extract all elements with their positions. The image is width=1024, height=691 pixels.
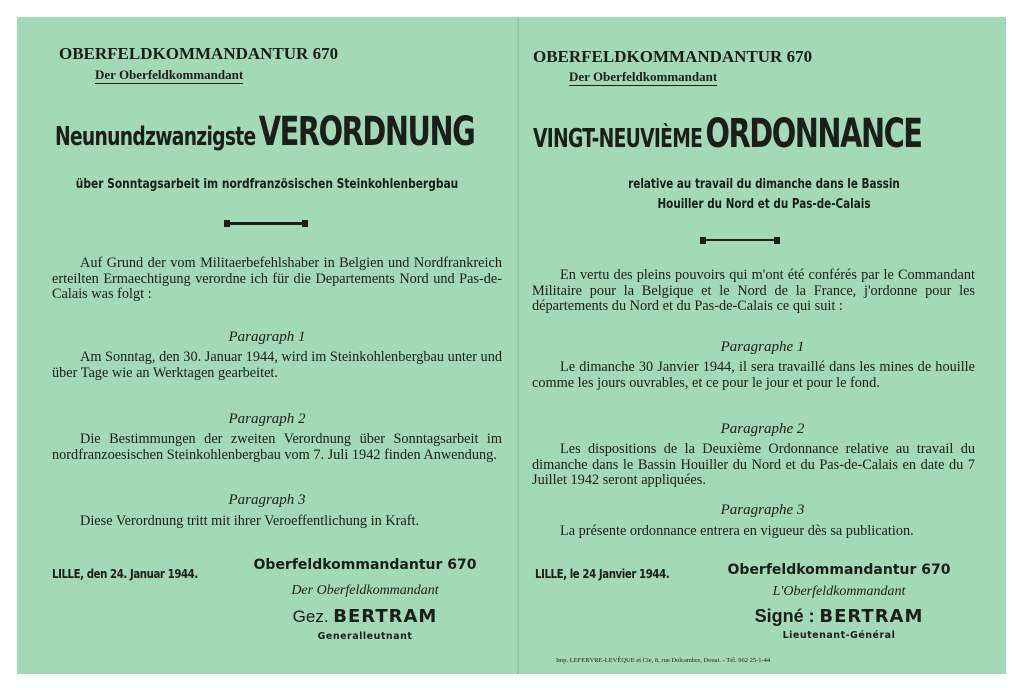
title-prefix: VINGT-NEUVIÈME — [533, 124, 703, 154]
paragraph-3-heading: Paragraph 3 — [228, 492, 306, 508]
signature-name — [719, 606, 959, 627]
header-org: OBERFELDKOMMANDANTUR 670 — [533, 47, 813, 66]
paragraph-3-text: La présente ordonnance entrera en vigueur dès sa publication. — [560, 523, 914, 539]
divider — [700, 239, 780, 241]
paragraph-1-heading: Paragraph 1 — [228, 329, 306, 345]
signature-org: Oberfeldkommandantur 670 — [253, 557, 477, 573]
paragraph-2-heading: Paragraph 2 — [228, 411, 306, 427]
french-column — [519, 17, 1006, 674]
title-main: VERORDNUNG — [258, 109, 475, 155]
subtitle: über Sonntagsarbeit im nordfranzösischen Steinkohlenbergbau — [75, 177, 459, 192]
signature-rank: Lieutenant-Général — [782, 630, 896, 641]
title-prefix: Neunundzwanzigste — [55, 122, 256, 152]
paragraph-2-text: Les dispositions de la Deuxième Ordonnance relative au travail du dimanche dans le Bassin Houiller du Nord et du Pas-de-Calais en date du 7 Juillet 1942 seront appliquées. — [532, 441, 975, 488]
signature-surname: BERTRAM — [333, 606, 438, 627]
signature-surname: BERTRAM — [819, 606, 924, 627]
title-main: ORDONNANCE — [705, 111, 922, 157]
paragraph-2-heading: Paragraphe 2 — [720, 421, 805, 437]
subtitle: relative au travail du dimanche dans le Bassin Houiller du Nord et du Pas-de-Calais — [628, 177, 900, 212]
paragraph-2-text: Die Bestimmungen der zweiten Verordnung über Sonntagsarbeit im nordfranzoesischen Steinkohlenbergbau vom 7. Juli 1942 finden Anwendung. — [52, 431, 502, 463]
paragraph-1-text: Le dimanche 30 Janvier 1944, il sera travaillé dans les mines de houille comme les jours ouvrables, et ce pour le jour et pour le fond. — [532, 359, 975, 391]
date-line: LILLE, den 24. Januar 1944. — [52, 567, 198, 581]
signature-role: Der Oberfeldkommandant — [291, 583, 439, 598]
date-line: LILLE, le 24 Janvier 1944. — [535, 567, 670, 581]
paragraph-1-text: Am Sonntag, den 30. Januar 1944, wird im Steinkohlenbergbau unter und über Tage wie an Werktagen gearbeitet. — [52, 349, 502, 381]
intro-text: Auf Grund der vom Militaerbefehlshaber in Belgien und Nordfrankreich erteilten Ermaechtigung verordne ich für die Departements Nord und Pas-de-Calais was folgt : — [52, 255, 502, 302]
header-org: OBERFELDKOMMANDANTUR 670 — [59, 44, 339, 63]
paragraph-1-heading: Paragraphe 1 — [720, 339, 805, 355]
header-role: Der Oberfeldkommandant — [569, 69, 718, 84]
signature-rank: Generalleutnant — [317, 631, 413, 642]
signature-role: L'Oberfeldkommandant — [772, 584, 906, 599]
signature-org: Oberfeldkommandantur 670 — [727, 562, 951, 578]
paragraph-3-text: Diese Verordnung tritt mit ihrer Veroeffentlichung in Kraft. — [80, 513, 420, 529]
intro-text: En vertu des pleins pouvoirs qui m'ont été conférés par le Commandant Militaire pour la Belgique et le Nord de la France, j'ordonne pour les départements du Nord et du Pas-de-Calais ce qui suit : — [532, 267, 975, 314]
header-role: Der Oberfeldkommandant — [95, 67, 244, 82]
german-column — [17, 17, 517, 674]
paragraph-3-heading: Paragraphe 3 — [720, 502, 805, 518]
signature-prefix: Gez. — [292, 607, 329, 626]
ordinance-title — [55, 109, 474, 155]
divider — [224, 222, 308, 225]
signature-name — [245, 606, 485, 627]
printer-imprint: Imp. LEFEBVRE-LEVÊQUE et Cie, 8, rue Dolcambre, Douai. - Tél. 962 25-1-44 — [556, 657, 771, 664]
signature-prefix: Signé : — [754, 606, 815, 626]
ordinance-title — [533, 111, 922, 157]
